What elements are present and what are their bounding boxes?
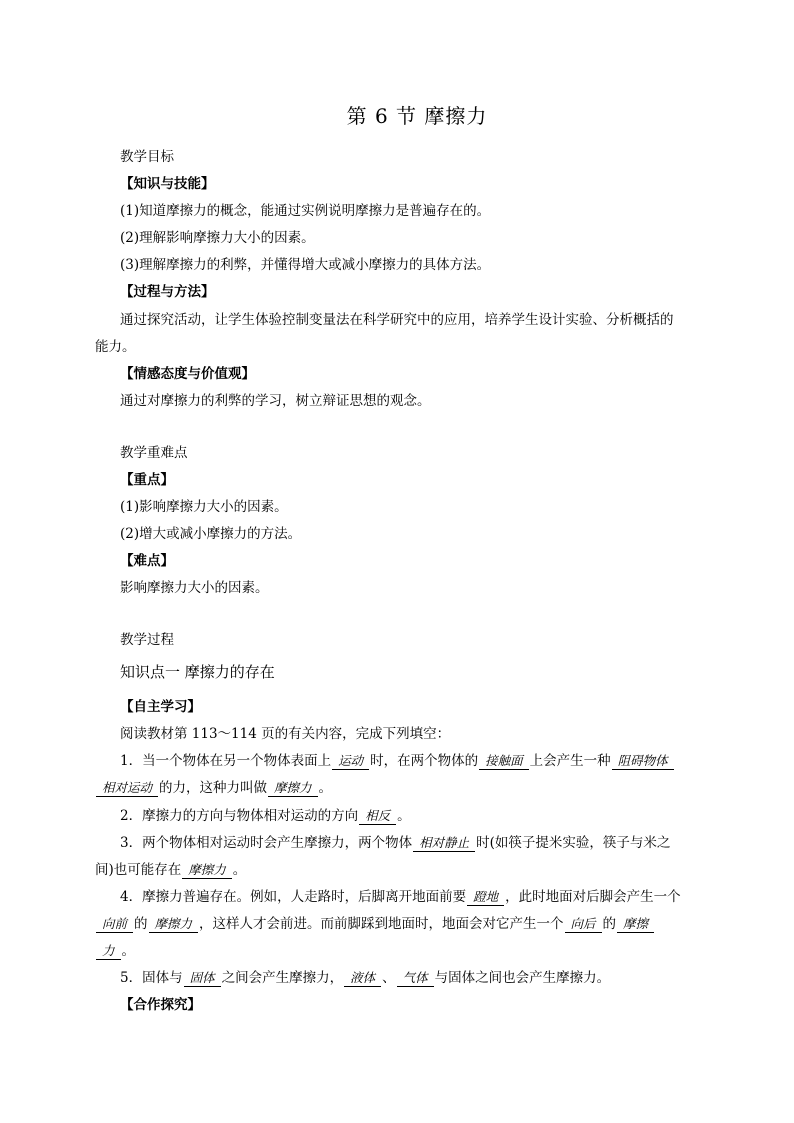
page-title: 第 6 节 摩擦力 bbox=[346, 104, 488, 128]
answer-blank: 向前 bbox=[96, 916, 133, 933]
answer-blank: 气体 bbox=[397, 970, 434, 987]
answer-blank: 向后 bbox=[565, 916, 602, 933]
process-method-text-2: 能力。 bbox=[95, 339, 136, 355]
knowledge-item-2: (2)理解影响摩擦力大小的因素。 bbox=[120, 230, 315, 246]
knowledge-item-1: (1)知道摩擦力的概念，能通过实例说明摩擦力是普遍存在的。 bbox=[120, 203, 491, 219]
knowledge-item-3: (3)理解摩擦力的利弊，并懂得增大或减小摩擦力的具体方法。 bbox=[120, 257, 491, 273]
question-2: 2．摩擦力的方向与物体相对运动的方向 相反 。 bbox=[120, 808, 411, 824]
key-points-heading: 教学重难点 bbox=[120, 445, 188, 461]
knowledge-heading: 【知识与技能】 bbox=[120, 176, 215, 192]
focus-item-2: (2)增大或减小摩擦力的方法。 bbox=[120, 526, 302, 542]
process-method-heading: 【过程与方法】 bbox=[120, 284, 215, 300]
answer-blank: 摩擦力 bbox=[268, 780, 318, 797]
answer-blank: 摩擦力 bbox=[182, 862, 232, 879]
question-1-line-2: 相对运动 的力，这种力叫做 摩擦力 。 bbox=[95, 778, 705, 798]
emotion-heading: 【情感态度与价值观】 bbox=[120, 366, 255, 382]
answer-blank: 摩擦 bbox=[617, 916, 654, 933]
answer-blank: 接触面 bbox=[479, 753, 529, 770]
focus-heading: 【重点】 bbox=[120, 472, 174, 488]
answer-blank: 相对静止 bbox=[413, 835, 475, 852]
answer-blank: 相反 bbox=[359, 808, 396, 825]
question-5: 5．固体与 固体 之间会产生摩擦力， 液体 、 气体 与固体之间也会产生摩擦力。 bbox=[120, 970, 611, 986]
question-4-line-2: 向前 的 摩擦力 ，这样人才会前进。而前脚踩到地面时，地面会对它产生一个 向后 的 摩擦 bbox=[95, 914, 705, 934]
answer-blank: 摩擦力 bbox=[149, 916, 199, 933]
question-4-line-3: 力 。 bbox=[95, 941, 705, 961]
emotion-text: 通过对摩擦力的利弊的学习，树立辩证思想的观念。 bbox=[120, 393, 431, 409]
self-study-heading: 【自主学习】 bbox=[120, 699, 201, 715]
process-method-text-1: 通过探究活动，让学生体验控制变量法在科学研究中的应用，培养学生设计实验、分析概括的 bbox=[120, 312, 674, 328]
answer-blank: 阻碍物体 bbox=[612, 753, 674, 770]
question-3-line-1: 3．两个物体相对运动时会产生摩擦力，两个物体 相对静止 时(如筷子提米实验，筷子与米之 bbox=[120, 835, 671, 851]
answer-blank: 固体 bbox=[184, 970, 221, 987]
answer-blank: 蹬地 bbox=[467, 889, 504, 906]
teaching-process-heading: 教学过程 bbox=[120, 632, 174, 648]
objectives-heading: 教学目标 bbox=[120, 149, 174, 165]
question-4-line-1: 4．摩擦力普遍存在。例如，人走路时，后脚离开地面前要 蹬地 ，此时地面对后脚会产生一个 bbox=[120, 889, 681, 905]
difficulty-heading: 【难点】 bbox=[120, 553, 174, 569]
answer-blank: 相对运动 bbox=[96, 780, 158, 797]
question-3-line-2: 间)也可能存在 摩擦力 。 bbox=[95, 862, 247, 878]
reading-instruction: 阅读教材第 113～114 页的有关内容，完成下列填空： bbox=[120, 726, 451, 742]
focus-item-1: (1)影响摩擦力大小的因素。 bbox=[120, 499, 288, 515]
knowledge-point-title: 知识点一 摩擦力的存在 bbox=[120, 663, 275, 681]
answer-blank: 运动 bbox=[332, 753, 369, 770]
cooperative-inquiry-heading: 【合作探究】 bbox=[120, 997, 201, 1013]
answer-blank: 液体 bbox=[344, 970, 381, 987]
difficulty-text: 影响摩擦力大小的因素。 bbox=[120, 580, 269, 596]
question-1-line-1: 1．当一个物体在另一个物体表面上 运动 时，在两个物体的 接触面 上会产生一种 阻碍物体 bbox=[120, 751, 705, 771]
answer-blank: 力 bbox=[96, 943, 121, 960]
